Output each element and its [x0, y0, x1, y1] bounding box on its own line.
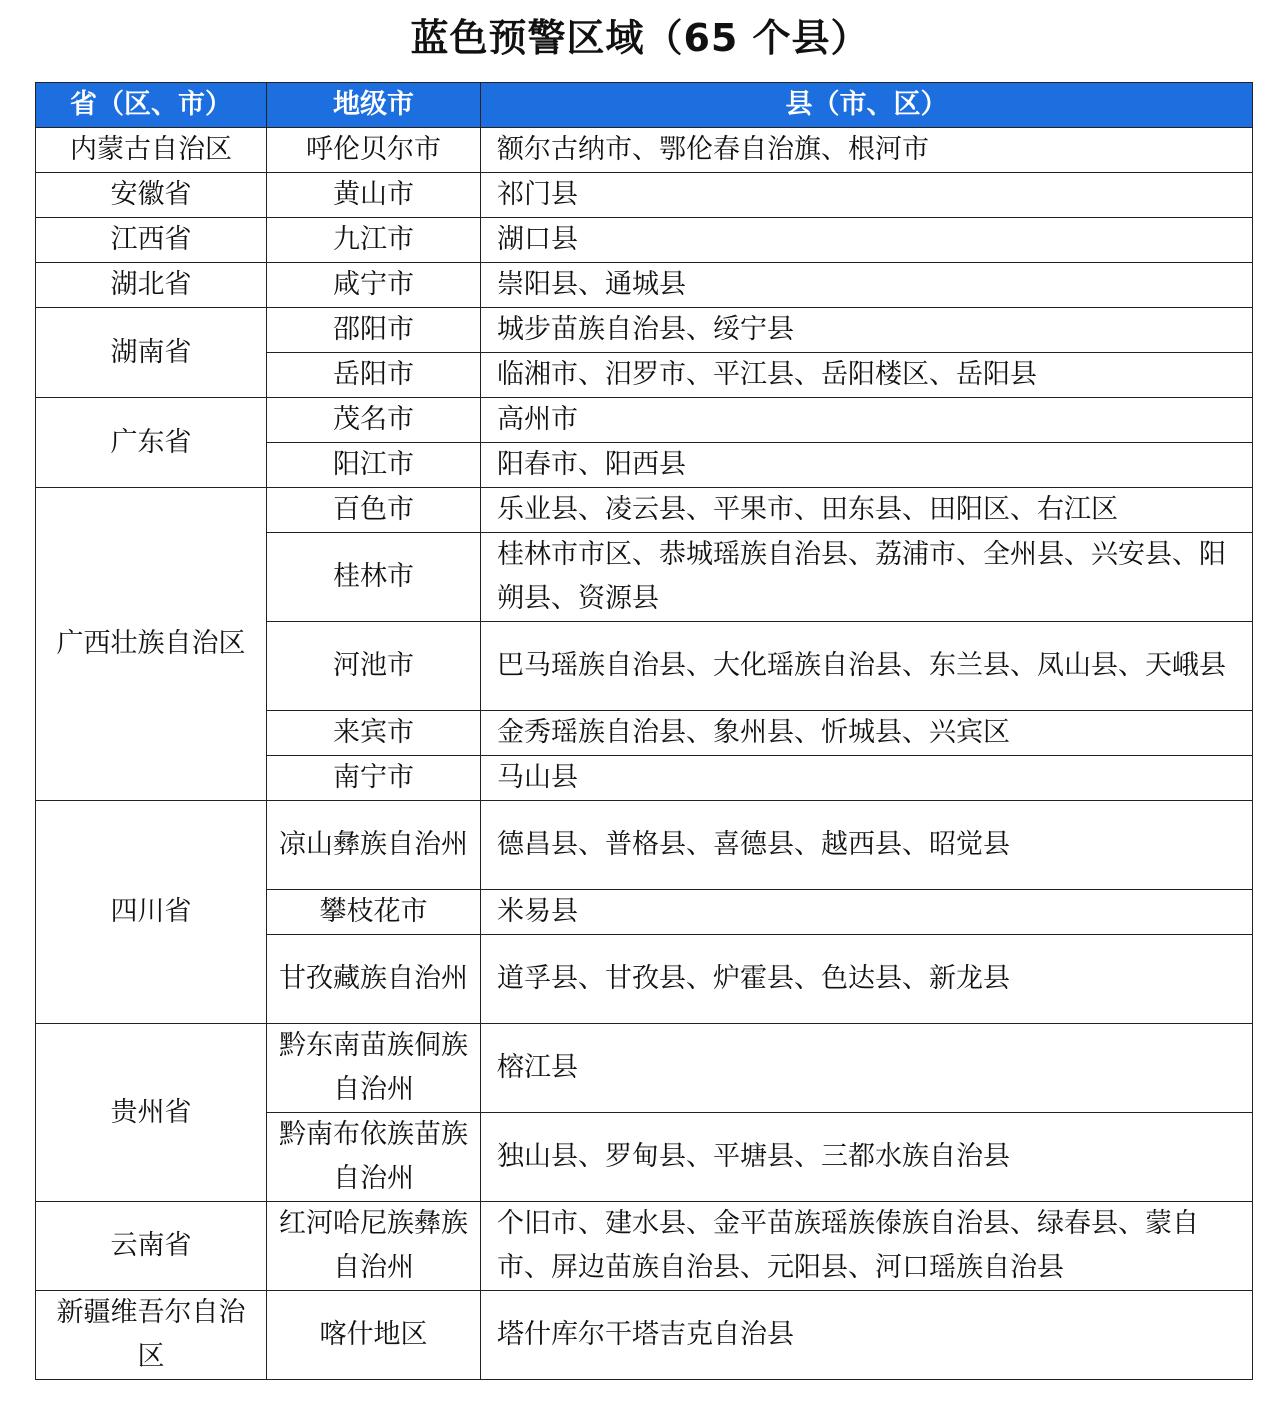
- header-county: 县（市、区）: [481, 83, 1253, 128]
- page-title: 蓝色预警区域（65 个县）: [410, 16, 870, 60]
- city-cell: 来宾市: [267, 711, 481, 756]
- county-cell: 金秀瑶族自治县、象州县、忻城县、兴宾区: [481, 711, 1253, 756]
- table-row: [36, 801, 1253, 890]
- province-cell: 新疆维吾尔自治区: [36, 1291, 267, 1380]
- table-row: [36, 263, 1253, 308]
- province-cell: 内蒙古自治区: [36, 128, 267, 173]
- province-cell: 广西壮族自治区: [36, 488, 267, 801]
- county-cell: 额尔古纳市、鄂伦春自治旗、根河市: [481, 128, 1253, 173]
- county-cell: 道孚县、甘孜县、炉霍县、色达县、新龙县: [481, 935, 1253, 1024]
- city-cell: 岳阳市: [267, 353, 481, 398]
- county-cell: 湖口县: [481, 218, 1253, 263]
- table-row: [36, 218, 1253, 263]
- city-cell: 桂林市: [267, 533, 481, 622]
- county-cell: 祁门县: [481, 173, 1253, 218]
- city-cell: 邵阳市: [267, 308, 481, 353]
- county-cell: 临湘市、汨罗市、平江县、岳阳楼区、岳阳县: [481, 353, 1253, 398]
- city-cell: 攀枝花市: [267, 890, 481, 935]
- city-cell: 百色市: [267, 488, 481, 533]
- table-row: [36, 1291, 1253, 1380]
- city-cell: 红河哈尼族彝族自治州: [267, 1202, 481, 1291]
- city-cell: 南宁市: [267, 756, 481, 801]
- city-cell: 九江市: [267, 218, 481, 263]
- county-cell: 米易县: [481, 890, 1253, 935]
- county-cell: 巴马瑶族自治县、大化瑶族自治县、东兰县、凤山县、天峨县: [481, 622, 1253, 711]
- county-cell: 乐业县、凌云县、平果市、田东县、田阳区、右江区: [481, 488, 1253, 533]
- city-cell: 河池市: [267, 622, 481, 711]
- table-row: [36, 308, 1253, 353]
- province-cell: 广东省: [36, 398, 267, 488]
- table-row: [36, 173, 1253, 218]
- city-cell: 呼伦贝尔市: [267, 128, 481, 173]
- table-row: [36, 1024, 1253, 1113]
- county-cell: 个旧市、建水县、金平苗族瑶族傣族自治县、绿春县、蒙自市、屏边苗族自治县、元阳县、河口瑶族自治县: [481, 1202, 1253, 1291]
- city-cell: 阳江市: [267, 443, 481, 488]
- header-city: 地级市: [267, 83, 481, 128]
- city-cell: 凉山彝族自治州: [267, 801, 481, 890]
- county-cell: 崇阳县、通城县: [481, 263, 1253, 308]
- county-cell: 高州市: [481, 398, 1253, 443]
- header-province: 省（区、市）: [36, 83, 267, 128]
- city-cell: 黔东南苗族侗族自治州: [267, 1024, 481, 1113]
- county-cell: 马山县: [481, 756, 1253, 801]
- county-cell: 独山县、罗甸县、平塘县、三都水族自治县: [481, 1113, 1253, 1202]
- province-cell: 湖南省: [36, 308, 267, 398]
- province-cell: 贵州省: [36, 1024, 267, 1202]
- province-cell: 四川省: [36, 801, 267, 1024]
- province-cell: 湖北省: [36, 263, 267, 308]
- table-row: [36, 1202, 1253, 1291]
- county-cell: 桂林市市区、恭城瑶族自治县、荔浦市、全州县、兴安县、阳朔县、资源县: [481, 533, 1253, 622]
- province-cell: 云南省: [36, 1202, 267, 1291]
- warning-region-table: [35, 82, 1253, 1380]
- table-row: [36, 398, 1253, 443]
- table-row: [36, 128, 1253, 173]
- table-row: [36, 488, 1253, 533]
- city-cell: 黄山市: [267, 173, 481, 218]
- county-cell: 德昌县、普格县、喜德县、越西县、昭觉县: [481, 801, 1253, 890]
- province-cell: 江西省: [36, 218, 267, 263]
- county-cell: 塔什库尔干塔吉克自治县: [481, 1291, 1253, 1380]
- city-cell: 茂名市: [267, 398, 481, 443]
- city-cell: 甘孜藏族自治州: [267, 935, 481, 1024]
- city-cell: 咸宁市: [267, 263, 481, 308]
- table-header-row: [36, 83, 1253, 128]
- city-cell: 喀什地区: [267, 1291, 481, 1380]
- county-cell: 榕江县: [481, 1024, 1253, 1113]
- province-cell: 安徽省: [36, 173, 267, 218]
- county-cell: 阳春市、阳西县: [481, 443, 1253, 488]
- city-cell: 黔南布依族苗族自治州: [267, 1113, 481, 1202]
- county-cell: 城步苗族自治县、绥宁县: [481, 308, 1253, 353]
